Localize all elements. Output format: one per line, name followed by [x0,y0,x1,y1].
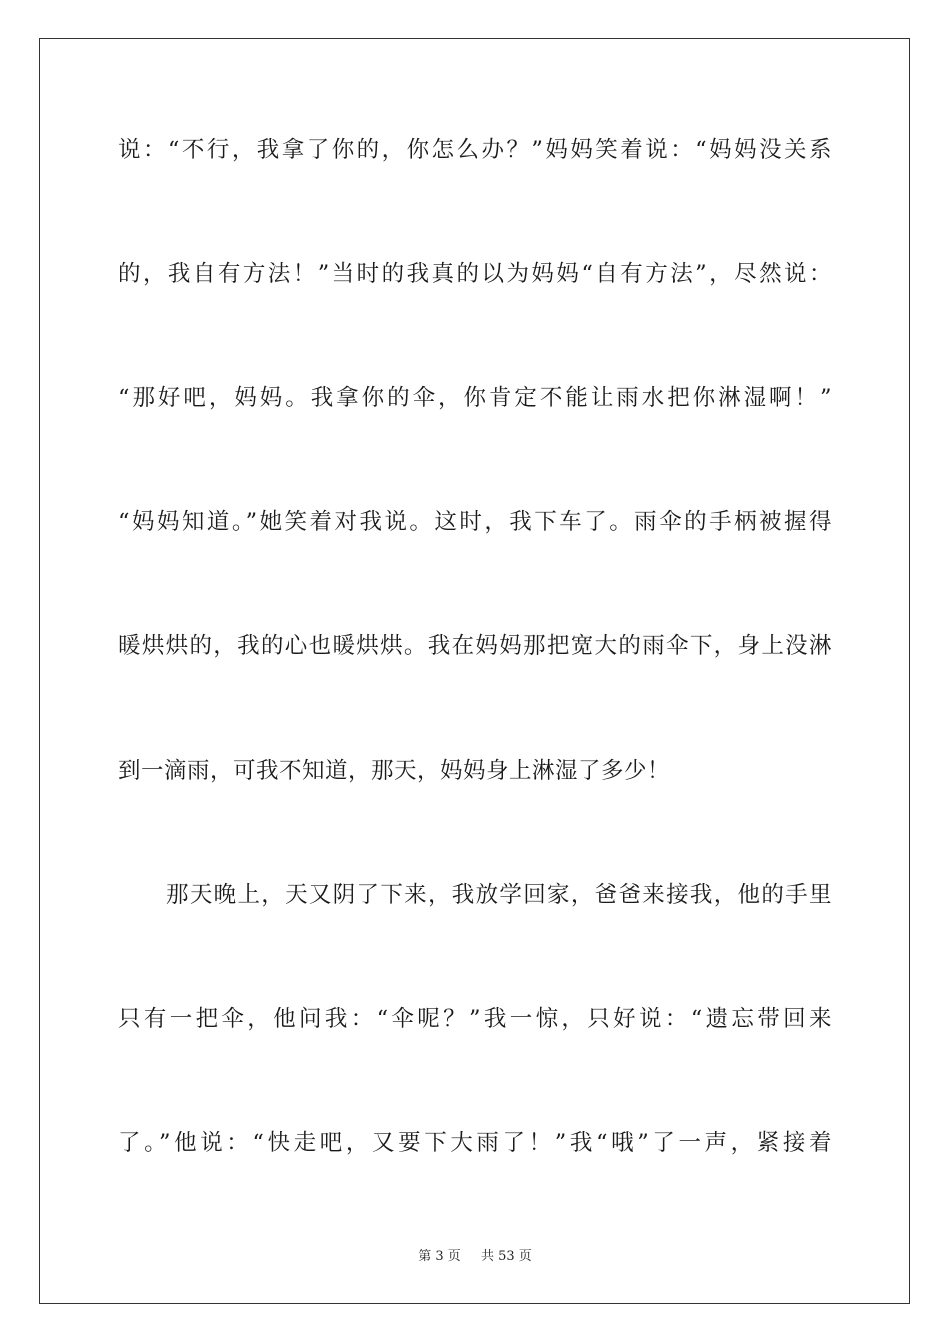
paragraph-line-5: 暖烘烘的，我的心也暖烘烘。我在妈妈那把宽大的雨伞下，身上没淋 [118,633,832,659]
paragraph-line-2: 的，我自有方法！”当时的我真的以为妈妈“自有方法”，尽然说： [118,261,832,287]
total-pages: 共 53 页 [480,1249,532,1264]
page-number: 第 3 页 [418,1249,461,1264]
paragraph-line-1: 说：“不行，我拿了你的，你怎么办？”妈妈笑着说：“妈妈没关系 [118,137,832,163]
paragraph-line-8: 只有一把伞，他问我：“伞呢？”我一惊，只好说：“遗忘带回来 [118,1006,832,1032]
paragraph-line-9: 了。”他说：“快走吧，又要下大雨了！”我“哦”了一声，紧接着 [118,1130,832,1156]
paragraph-line-7: 那天晚上，天又阴了下来，我放学回家，爸爸来接我，他的手里 [166,882,832,908]
page-border [39,38,910,1304]
page-footer [0,1248,950,1266]
paragraph-line-3: “那好吧，妈妈。我拿你的伞，你肯定不能让雨水把你淋湿啊！” [118,385,832,411]
paragraph-line-4: “妈妈知道。”她笑着对我说。这时，我下车了。雨伞的手柄被握得 [118,509,832,535]
paragraph-line-6: 到一滴雨，可我不知道，那天，妈妈身上淋湿了多少！ [118,758,671,784]
